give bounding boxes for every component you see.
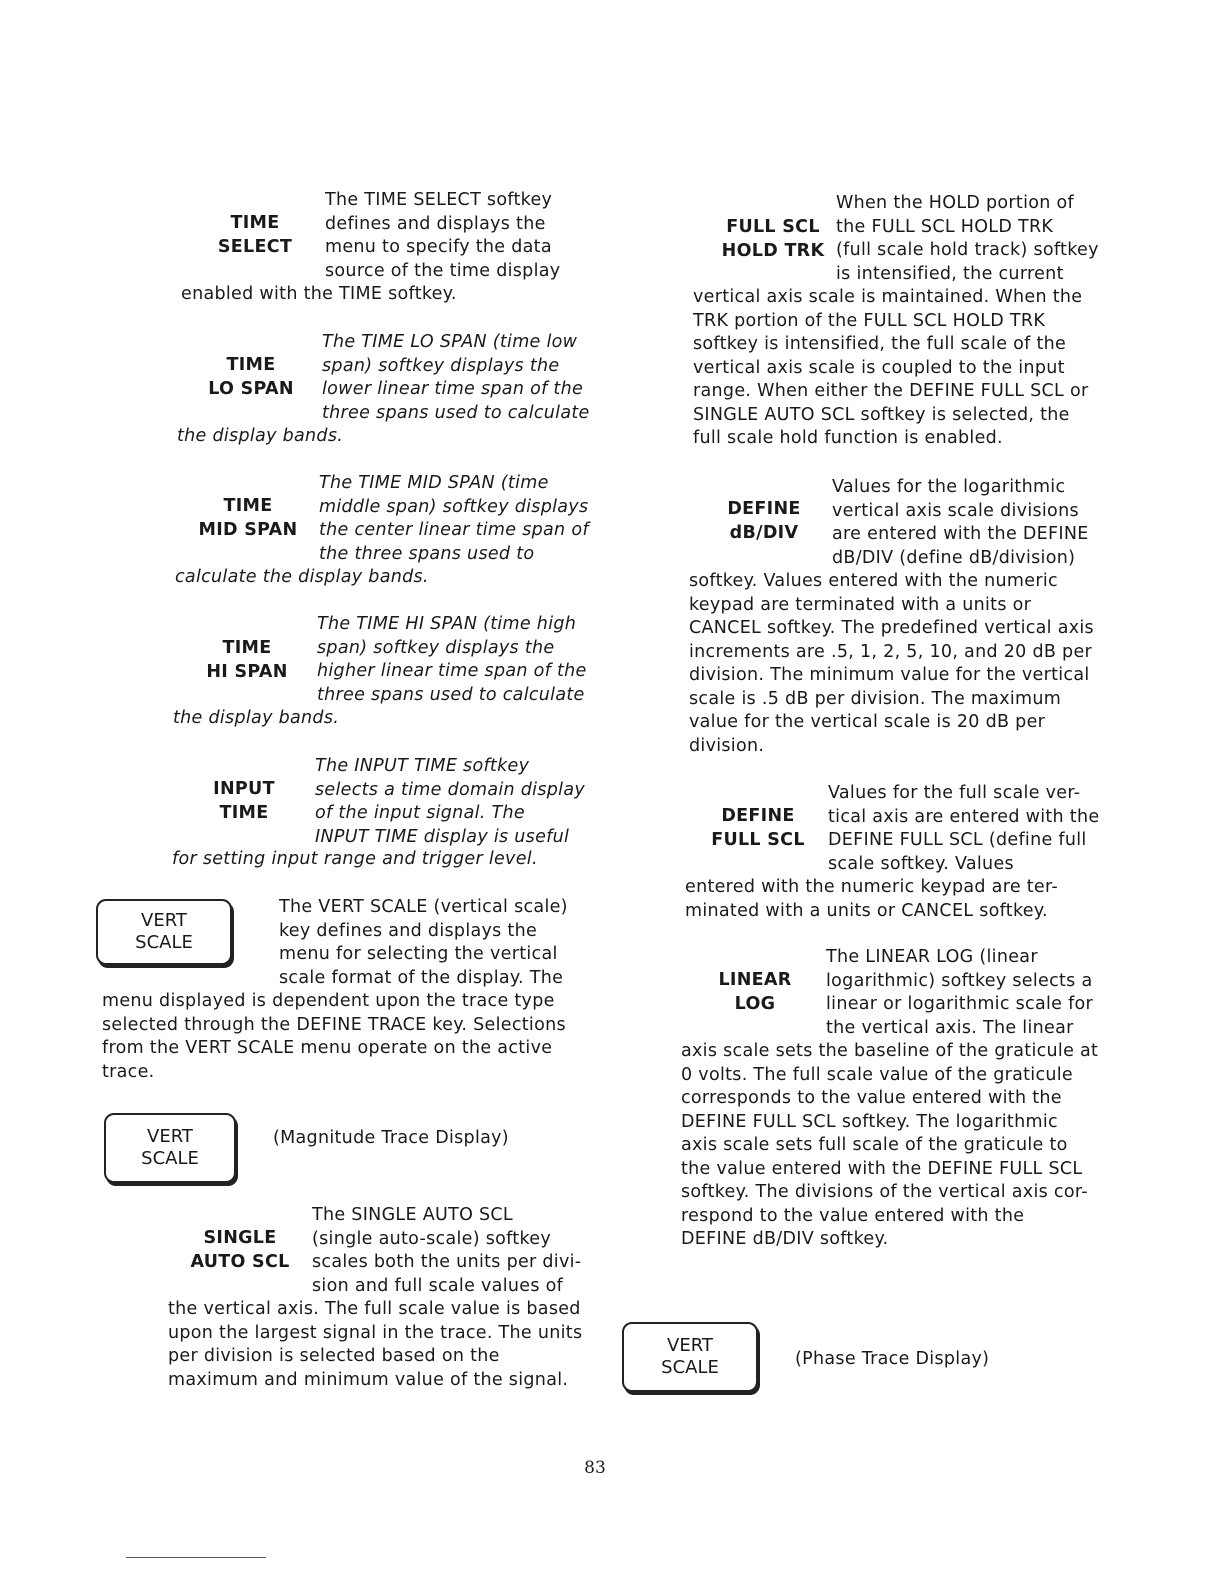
input-time-description: The INPUT TIME softkey selects a time domain display of the input signal. The INPUT TIME display is useful [315, 756, 586, 847]
time-mid-span-tail: calculate the display bands. [175, 567, 429, 587]
define-db-div-key-label: DEFINE dB/DIV [727, 499, 801, 543]
page-number: 83 [584, 1458, 606, 1478]
vert-scale-tail: menu displayed is dependent upon the trace type selected through the DEFINE TRACE key. Selections from the VERT SCALE menu operate on the active trace. [102, 991, 566, 1082]
full-scl-hold-trk-key-label: FULL SCL HOLD TRK [721, 217, 825, 261]
single-auto-scl-tail: the vertical axis. The full scale value is based upon the largest signal in the trace. The units per division is selected based on the maximum and minimum value of the signal. [168, 1299, 583, 1390]
phase-trace-caption: (Phase Trace Display) [795, 1349, 990, 1369]
time-hi-span-tail: the display bands. [173, 708, 340, 728]
footer-rule [126, 1557, 266, 1558]
vert-scale-key-icon: VERT SCALE [96, 899, 232, 965]
single-auto-scl-description: The SINGLE AUTO SCL (single auto-scale) softkey scales both the units per divi- sion and full scale values of [312, 1205, 582, 1296]
time-lo-span-description: The TIME LO SPAN (time low span) softkey displays the lower linear time span of the three spans used to calculate [322, 332, 590, 423]
time-select-key-label: TIME SELECT [217, 213, 293, 257]
magnitude-trace-caption: (Magnitude Trace Display) [273, 1128, 509, 1148]
vert-scale-phase-key-icon: VERT SCALE [622, 1322, 758, 1392]
single-auto-scl-key-label: SINGLE AUTO SCL [190, 1228, 290, 1272]
define-full-scl-description: Values for the full scale ver- tical axis are entered with the DEFINE FULL SCL (define full scale softkey. Values [828, 783, 1100, 874]
define-db-div-tail: softkey. Values entered with the numeric keypad are terminated with a units or CANCEL softkey. The predefined vertical axis increments are .5, 1, 2, 5, 10, and 20 dB per division. The minimum value for the vertical scale is .5 dB per division. The maximum value for the vertical scale is 20 dB per division. [689, 571, 1094, 756]
linear-log-description: The LINEAR LOG (linear logarithmic) softkey selects a linear or logarithmic scale for the vertical axis. The linear [826, 947, 1094, 1038]
time-lo-span-tail: the display bands. [177, 426, 344, 446]
time-hi-span-key-label: TIME HI SPAN [206, 638, 288, 682]
full-scl-hold-trk-description: When the HOLD portion of the FULL SCL HOLD TRK (full scale hold track) softkey is intensified, the current [836, 193, 1099, 284]
define-full-scl-tail: entered with the numeric keypad are ter- minated with a units or CANCEL softkey. [685, 877, 1058, 921]
time-select-description: The TIME SELECT softkey defines and displays the menu to specify the data source of the time display [325, 190, 561, 281]
full-scl-hold-trk-tail: vertical axis scale is maintained. When the TRK portion of the FULL SCL HOLD TRK softkey is intensified, the full scale of the vertical axis scale is coupled to the input range. When either the DEFINE FULL SCL or SINGLE AUTO SCL softkey is selected, the full scale hold function is enabled. [693, 287, 1089, 448]
input-time-tail: for setting input range and trigger level. [172, 849, 538, 869]
time-mid-span-description: The TIME MID SPAN (time middle span) softkey displays the center linear time span of the three spans used to [319, 473, 589, 564]
input-time-key-label: INPUT TIME [213, 779, 275, 823]
define-db-div-description: Values for the logarithmic vertical axis scale divisions are entered with the DEFINE dB/DIV (define dB/division) [832, 477, 1089, 568]
linear-log-key-label: LINEAR LOG [718, 970, 792, 1014]
linear-log-tail: axis scale sets the baseline of the graticule at 0 volts. The full scale value of the graticule corresponds to the value entered with the DEFINE FULL SCL softkey. The logarithmic axis scale sets full scale of the graticule to the value entered with the DEFINE FULL SCL softkey. The divisions of the vertical axis cor- respond to the value entered with the DEFINE dB/DIV softkey. [681, 1041, 1099, 1249]
time-mid-span-key-label: TIME MID SPAN [198, 496, 298, 540]
time-lo-span-key-label: TIME LO SPAN [208, 355, 294, 399]
time-select-tail: enabled with the TIME softkey. [181, 284, 457, 304]
time-hi-span-description: The TIME HI SPAN (time high span) softkey displays the higher linear time span of the three spans used to calculate [317, 614, 587, 705]
vert-scale-magnitude-key-icon: VERT SCALE [104, 1113, 236, 1183]
vert-scale-description: The VERT SCALE (vertical scale) key defines and displays the menu for selecting the vertical scale format of the display. The [279, 897, 568, 988]
define-full-scl-key-label: DEFINE FULL SCL [711, 806, 805, 850]
